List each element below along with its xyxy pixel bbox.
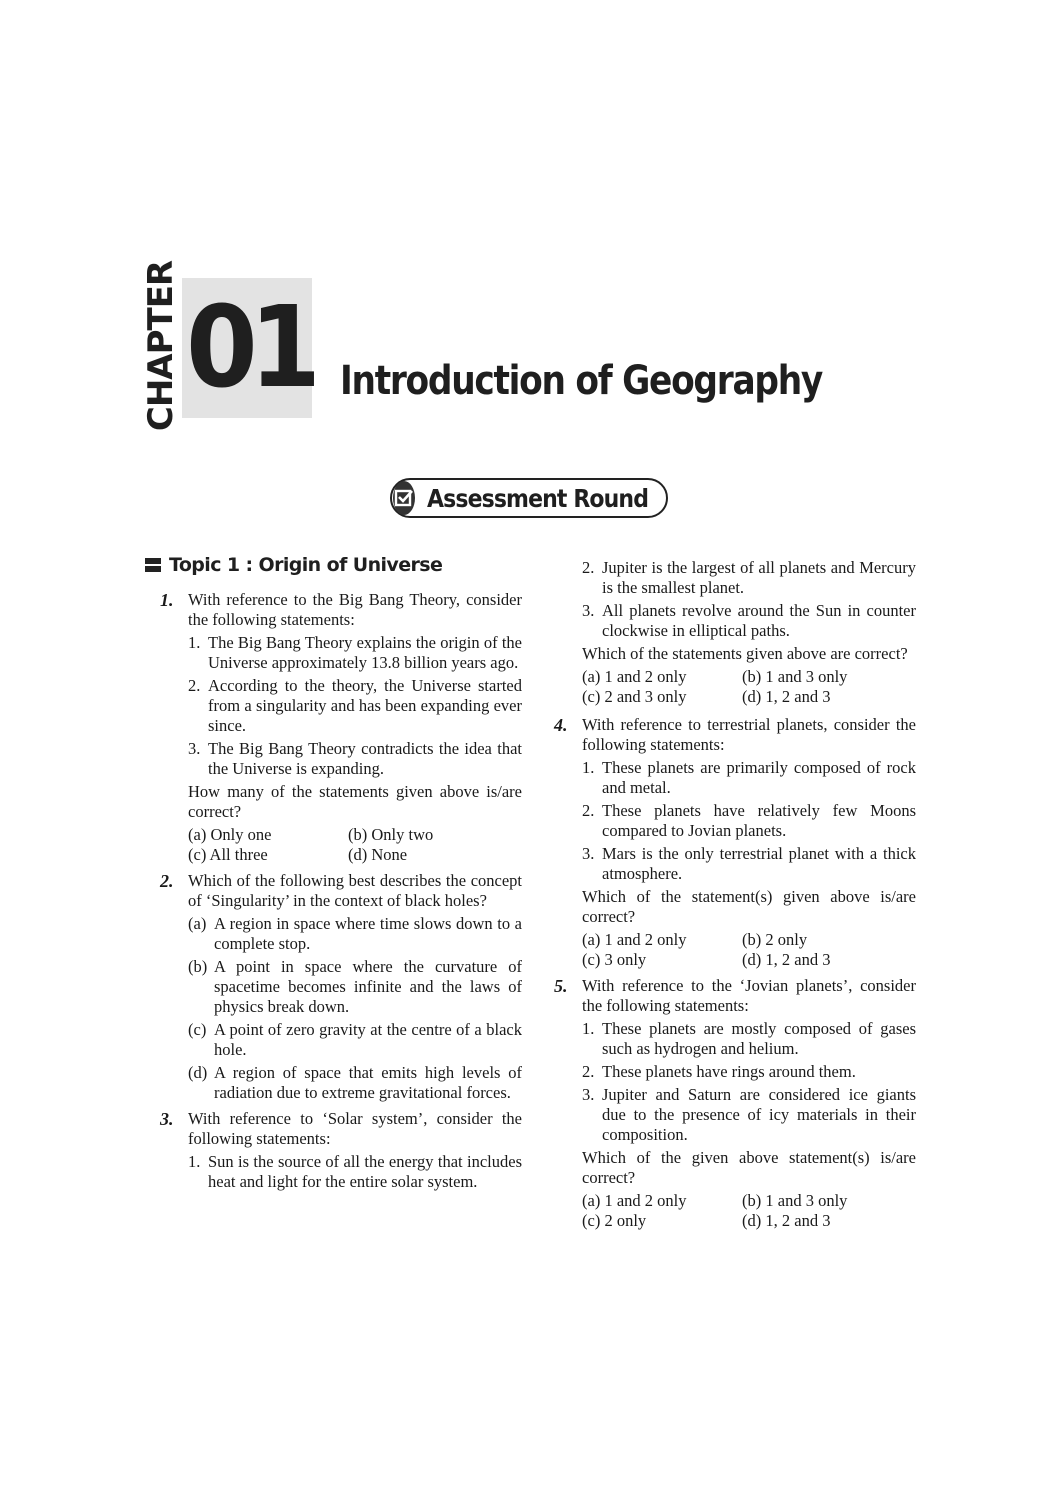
- choice-a: (a) 1 and 2 only: [582, 1191, 687, 1210]
- option-text: A region in space where time slows down to a complete stop.: [214, 914, 522, 953]
- choice-d: (d) 1, 2 and 3: [742, 1211, 831, 1230]
- choice-b: (b) 2 only: [742, 930, 808, 949]
- statement: 2. Jupiter is the largest of all planets and Mercury is the smallest planet.: [582, 558, 916, 597]
- choice-b: (b) Only two: [348, 825, 434, 844]
- question-prompt: Which of the statements given above are correct?: [582, 644, 908, 663]
- question-number: 2.: [160, 871, 174, 891]
- question-4: [554, 715, 916, 970]
- choice-a: (a) 1 and 2 only: [582, 930, 687, 949]
- choice-a: (a) 1 and 2 only: [582, 667, 687, 686]
- option-label: (a): [188, 914, 207, 933]
- question-2: [160, 871, 522, 1103]
- answer-choices: [582, 667, 916, 707]
- left-column: [160, 590, 522, 1198]
- statement: 1. These planets are mostly composed of gases such as hydrogen and helium.: [582, 1019, 916, 1058]
- question-prompt: Which of the given above statement(s) is/are correct?: [582, 1148, 916, 1187]
- statement-text: The Big Bang Theory explains the origin of the Universe approximately 13.8 billion years ago.: [208, 633, 522, 672]
- statement: 1. These planets are primarily composed of rock and metal.: [582, 758, 916, 797]
- assessment-label: Assessment Round: [427, 483, 649, 513]
- choice-d: (d) 1, 2 and 3: [742, 950, 831, 969]
- question-text: With reference to the Big Bang Theory, consider the following statements:: [188, 590, 522, 629]
- choice-c: (c) All three: [188, 845, 268, 864]
- question-number: 4.: [554, 715, 568, 735]
- question-number: 1.: [160, 590, 174, 610]
- question-text: With reference to ‘Solar system’, consider the following statements:: [188, 1109, 522, 1148]
- option-label: (c): [188, 1020, 207, 1039]
- chapter-word-text: CHAPTER: [141, 260, 181, 432]
- option: [188, 1020, 522, 1060]
- statement: 3. The Big Bang Theory contradicts the idea that the Universe is expanding.: [188, 739, 522, 778]
- question-3-continued: [554, 558, 916, 707]
- checkbox-icon: [393, 481, 415, 515]
- statement: 3. All planets revolve around the Sun in counter clockwise in elliptical paths.: [582, 601, 916, 640]
- choice-d: (d) 1, 2 and 3: [742, 687, 831, 706]
- statement-text: Sun is the source of all the energy that includes heat and light for the entire solar system.: [208, 1152, 522, 1191]
- chapter-label: [141, 260, 181, 432]
- statement-text: Mars is the only terrestrial planet with a thick atmosphere.: [602, 844, 916, 883]
- question-text: With reference to terrestrial planets, consider the following statements:: [582, 715, 916, 754]
- statement-text: These planets have relatively few Moons compared to Jovian planets.: [602, 801, 916, 840]
- question-prompt: Which of the statement(s) given above is/are correct?: [582, 887, 916, 926]
- statement: 2. According to the theory, the Universe started from a singularity and has been expanding ever since.: [188, 676, 522, 735]
- option: [188, 914, 522, 954]
- statement: 1. The Big Bang Theory explains the origin of the Universe approximately 13.8 billion years ago.: [188, 633, 522, 672]
- right-column: [554, 558, 916, 1237]
- question-text: Which of the following best describes the concept of ‘Singularity’ in the context of black holes?: [188, 871, 522, 910]
- option: [188, 957, 522, 1017]
- choice-c: (c) 3 only: [582, 950, 647, 969]
- statement: 2. These planets have relatively few Moons compared to Jovian planets.: [582, 801, 916, 840]
- choice-c: (c) 2 and 3 only: [582, 687, 687, 706]
- statement-text: These planets are primarily composed of rock and metal.: [602, 758, 916, 797]
- question-prompt: How many of the statements given above is/are correct?: [188, 782, 522, 821]
- choice-b: (b) 1 and 3 only: [742, 1191, 848, 1210]
- statement-text: All planets revolve around the Sun in counter clockwise in elliptical paths.: [602, 601, 916, 640]
- answer-choices: [188, 825, 522, 865]
- option-label: (d): [188, 1063, 208, 1082]
- choice-c: (c) 2 only: [582, 1211, 647, 1230]
- topic-label: Topic 1 : Origin of Universe: [169, 554, 443, 576]
- assessment-banner: [390, 478, 668, 518]
- statement: 3. Jupiter and Saturn are considered ice giants due to the presence of icy materials in their composition.: [582, 1085, 916, 1144]
- statement-text: According to the theory, the Universe started from a singularity and has been expanding ever since.: [208, 676, 522, 735]
- option: [188, 1063, 522, 1103]
- chapter-number: 01: [186, 283, 313, 413]
- question-5: [554, 976, 916, 1231]
- statement-text: The Big Bang Theory contradicts the idea that the Universe is expanding.: [208, 739, 522, 778]
- statement-text: These planets have rings around them.: [602, 1062, 856, 1081]
- choice-b: (b) 1 and 3 only: [742, 667, 848, 686]
- option-text: A region of space that emits high levels of radiation due to extreme gravitational forces.: [214, 1063, 522, 1102]
- option-text: A point of zero gravity at the centre of a black hole.: [214, 1020, 522, 1059]
- statement-text: Jupiter is the largest of all planets and Mercury is the smallest planet.: [602, 558, 916, 597]
- question-text: With reference to the ‘Jovian planets’, consider the following statements:: [582, 976, 916, 1015]
- statement: 2. These planets have rings around them.: [582, 1062, 856, 1081]
- answer-choices: [582, 1191, 916, 1231]
- question-1: [160, 590, 522, 865]
- topic-bullet-icon: [145, 558, 161, 572]
- statement-text: Jupiter and Saturn are considered ice giants due to the presence of icy materials in their composition.: [602, 1085, 916, 1144]
- question-number: 3.: [160, 1109, 174, 1129]
- answer-choices: [582, 930, 916, 970]
- choice-a: (a) Only one: [188, 825, 272, 844]
- option-text: A point in space where the curvature of spacetime becomes infinite and the laws of physics break down.: [214, 957, 522, 1016]
- topic-heading: [145, 554, 442, 576]
- statement-text: These planets are mostly composed of gases such as hydrogen and helium.: [602, 1019, 916, 1058]
- question-3: [160, 1109, 522, 1192]
- option-label: (b): [188, 957, 208, 976]
- statement: 1. Sun is the source of all the energy that includes heat and light for the entire solar system.: [188, 1152, 522, 1191]
- choice-d: (d) None: [348, 845, 408, 864]
- chapter-title: Introduction of Geography: [340, 358, 823, 404]
- statement: 3. Mars is the only terrestrial planet with a thick atmosphere.: [582, 844, 916, 883]
- question-number: 5.: [554, 976, 568, 996]
